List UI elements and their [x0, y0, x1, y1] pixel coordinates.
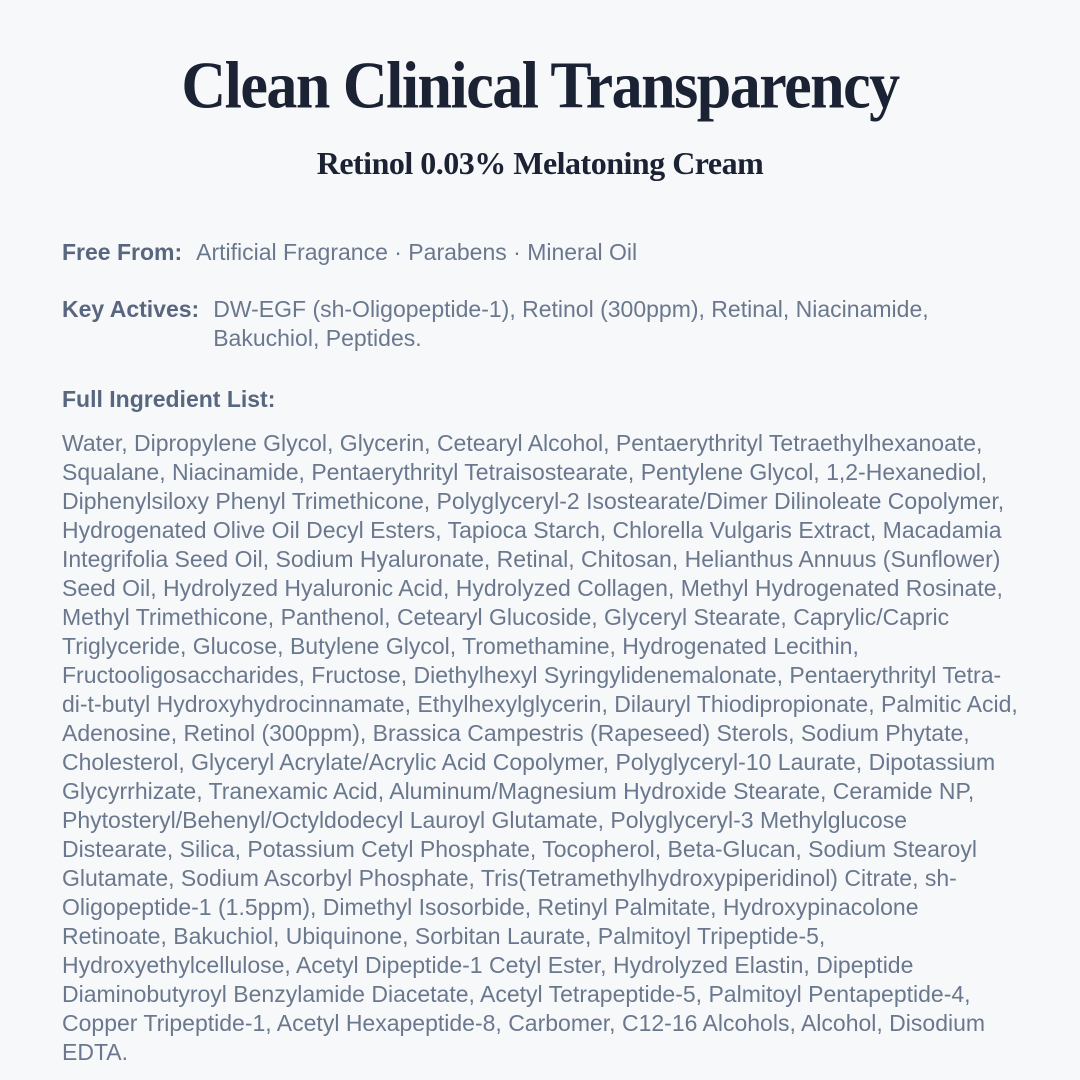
- free-from-row: [62, 238, 1018, 267]
- key-actives-label: Key Actives:: [62, 296, 200, 322]
- key-actives-row: [62, 295, 1018, 353]
- free-from-value: Artificial Fragrance · Parabens · Mineral Oil: [196, 239, 638, 265]
- product-name-subtitle: Retinol 0.03% Melatoning Cream: [316, 145, 764, 181]
- page-title: Clean Clinical Transparency: [181, 49, 899, 123]
- ingredient-list-heading: Full Ingredient List:: [62, 386, 276, 412]
- full-ingredient-list: Water, Dipropylene Glycol, Glycerin, Cetearyl Alcohol, Pentaerythrityl Tetraethylhexanoate, Squalane, Niacinamide, Pentaerythrityl Tetraisostearate, Pentylene Glycol, 1,2-Hexanediol, Diphenylsiloxy Phenyl Trimethicone, Polyglyceryl-2 Isostearate/Dimer Dilinoleate Copolymer, Hydrogenated Olive Oil Decyl Esters, Tapioca Starch, Chlorella Vulgaris Extract, Macadamia Integrifolia Seed Oil, Sodium Hyaluronate, Retinal, Chitosan, Helianthus Annuus (Sunflower) Seed Oil, Hydrolyzed Hyaluronic Acid, Hydrolyzed Collagen, Methyl Hydrogenated Rosinate, Methyl Trimethicone, Panthenol, Cetearyl Glucoside, Glyceryl Stearate, Caprylic/Capric Triglyceride, Glucose, Butylene Glycol, Tromethamine, Hydrogenated Lecithin, Fructooligosaccharides, Fructose, Diethylhexyl Syringylidenemalonate, Pentaerythrityl Tetra-di-t-butyl Hydroxyhydrocinnamate, Ethylhexylglycerin, Dilauryl Thiodipropionate, Palmitic Acid, Adenosine, Retinol (300ppm), Brassica Campestris (Rapeseed) Sterols, Sodium Phytate, Cholesterol, Glyceryl Acrylate/Acrylic Acid Copolymer, Polyglyceryl-10 Laurate, Dipotassium Glycyrrhizate, Tranexamic Acid, Aluminum/Magnesium Hydroxide Stearate, Ceramide NP, Phytosteryl/Behenyl/Octyldodecyl Lauroyl Glutamate, Polyglyceryl-3 Methylglucose Distearate, Silica, Potassium Cetyl Phosphate, Tocopherol, Beta-Glucan, Sodium Stearoyl Glutamate, Sodium Ascorbyl Phosphate, Tris(Tetramethylhydroxypiperidinol) Citrate, sh-Oligopeptide-1 (1.5ppm), Dimethyl Isosorbide, Retinyl Palmitate, Hydroxypinacolone Retinoate, Bakuchiol, Ubiquinone, Sorbitan Laurate, Palmitoyl Tripeptide-5, Hydroxyethylcellulose, Acetyl Dipeptide-1 Cetyl Ester, Hydrolyzed Elastin, Dipeptide Diaminobutyroyl Benzylamide Diacetate, Acetyl Tetrapeptide-5, Palmitoyl Pentapeptide-4, Copper Tripeptide-1, Acetyl Hexapeptide-8, Carbomer, C12-16 Alcohols, Alcohol, Disodium EDTA.: [62, 430, 1018, 1065]
- key-actives-value: DW-EGF (sh-Oligopeptide-1), Retinol (300ppm), Retinal, Niacinamide, Bakuchiol, Peptides.: [213, 296, 929, 351]
- product-info-block: [62, 238, 1018, 353]
- free-from-label: Free From:: [62, 239, 183, 265]
